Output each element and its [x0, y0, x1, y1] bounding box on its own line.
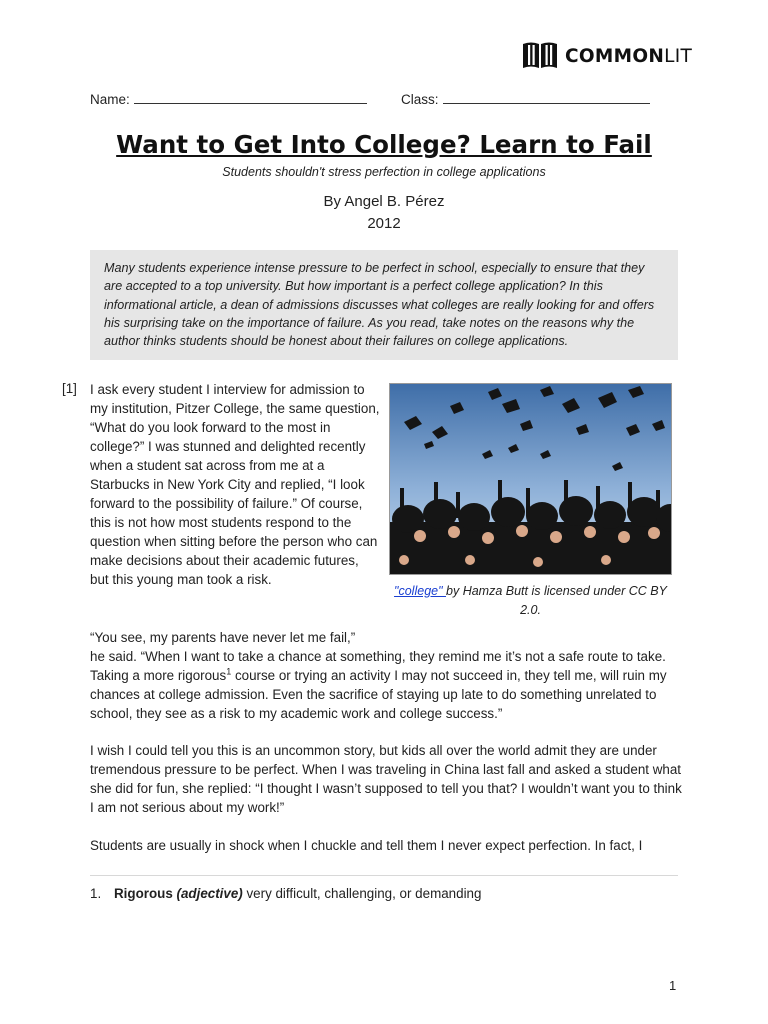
caption-link[interactable]: "college" — [394, 584, 447, 598]
paragraph-2 — [90, 647, 685, 723]
commonlit-logo — [522, 40, 692, 72]
name-field — [90, 90, 367, 107]
name-label: Name: — [90, 92, 130, 107]
caption-license: by Hamza Butt is licensed under CC BY 2.0. — [446, 584, 667, 617]
footnote-term: Rigorous — [114, 886, 173, 901]
paragraph-3: I wish I could tell you this is an uncommon story, but kids all over the world admit they are under tremendous pressure to be perfect. When I was traveling in China last fall and asked a student what she did for fun, she replied: “I thought I wasn’t supposed to tell you that? I wouldn’t want you to think I am not serious about my work!” — [90, 743, 682, 815]
logo-wordmark — [565, 46, 692, 67]
page-number: 1 — [669, 978, 677, 993]
footnote-pos: (adjective) — [176, 886, 243, 901]
photo-caption — [389, 582, 672, 620]
footnote-divider — [90, 875, 678, 876]
open-book-icon — [522, 41, 558, 71]
intro-box: Many students experience intense pressure to be perfect in school, especially to ensure that they are accepted to a top university. But how important is a perfect college application? In this informational article, a dean of admissions discusses what colleges are really looking for and offers his surprising take on the importance of failure. As you read, take notes on the reasons why the author thinks students should be honest about their failures on college applications. — [90, 250, 678, 360]
paragraph-2-part-1: he said. “When I want to take a chance at something, they remind me it’s not a safe route to take. Taking a more rigorous — [90, 649, 666, 683]
class-field — [401, 90, 650, 107]
paragraph-4: Students are usually in shock when I chuckle and tell them I never expect perfection. In fact, I — [90, 838, 643, 853]
logo-text-lit: LIT — [664, 45, 693, 67]
paragraph-1: I ask every student I interview for admission to my institution, Pitzer College, the same question, “What do you look forward to the most in college?” I was stunned and delighted recently when a student sat across from me at a Starbucks in New York City and replied, “I look forward to the possibility of failure.” Of course, this is not how most students respond to the question when sitting before the person who can make decisions about their academic futures, but this young man took a risk. — [90, 382, 380, 587]
paragraph-number: [1] — [62, 381, 77, 396]
logo-text-common: COMMON — [565, 45, 665, 67]
class-label: Class: — [401, 92, 439, 107]
name-input-line[interactable] — [134, 90, 367, 104]
article-author: By Angel B. Pérez — [323, 193, 445, 210]
footnote-definition: very difficult, challenging, or demanding — [242, 886, 482, 901]
paragraph-2-part-2: course or trying an activity I may not succeed in, they tell me, will ruin my chances at college admission. Even the sacrifice of staying up late to do something unrelated to school, they see as a risk to my academic work and college success.” — [90, 668, 667, 721]
class-input-line[interactable] — [443, 90, 650, 104]
graduation-caps-image — [390, 384, 672, 575]
graduation-photo — [389, 383, 672, 575]
footnote — [90, 886, 481, 901]
paragraph-2-first-line: “You see, my parents have never let me fail,” — [90, 630, 356, 645]
footnote-ref[interactable]: 1 — [226, 666, 232, 677]
article-year: 2012 — [367, 215, 401, 232]
article-title: Want to Get Into College? Learn to Fail — [116, 130, 652, 159]
footnote-number: 1. — [90, 886, 102, 901]
article-subtitle: Students shouldn't stress perfection in college applications — [222, 165, 546, 179]
